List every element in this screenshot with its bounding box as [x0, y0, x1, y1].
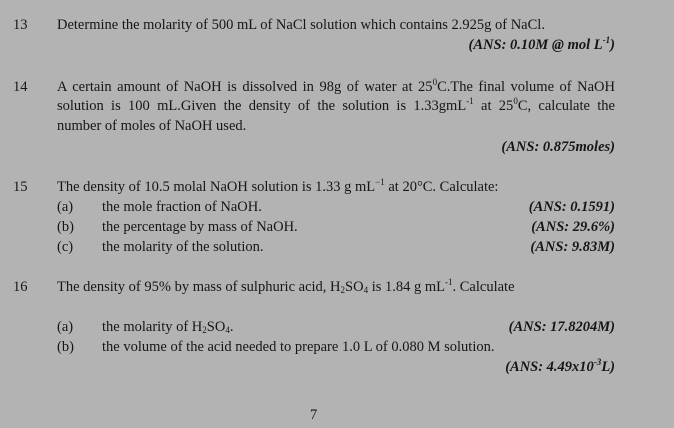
question-number: 14: [13, 79, 28, 95]
question-number: 15: [13, 179, 28, 195]
part-label: (b): [57, 219, 74, 235]
answer: (ANS: 29.6%): [531, 219, 615, 235]
part-text: the mole fraction of NaOH.: [102, 199, 262, 215]
answer: (ANS: 9.83M): [530, 239, 615, 255]
part-label: (b): [57, 339, 74, 355]
answer: (ANS: 0.1591): [528, 199, 615, 215]
part-text: the molarity of the solution.: [102, 239, 264, 255]
question-text: The density of 10.5 molal NaOH solution is 1.33 g $mL^{-1}$ at 20°C. Calculate:: [57, 177, 499, 195]
answer: (ANS: 17.8204M): [508, 319, 615, 335]
question-text: Determine the molarity of 500 mL of NaCl solution which contains 2.925g of NaCl.: [57, 17, 545, 33]
question-text: The density of 95% by mass of sulphuric acid, $H_2SO_4$ is 1.84 g $mL^{-1}$. Calculate: [57, 277, 515, 295]
answer: (ANS: 0.875moles): [501, 139, 615, 155]
part-label: (c): [57, 239, 74, 255]
answer: (ANS: 0.10M @ mol $L^{-1}$): [468, 35, 615, 53]
question-number: 13: [13, 17, 28, 33]
answer: (ANS: $4.49x10^{-3}L$): [505, 357, 615, 375]
part-text: the volume of the acid needed to prepare 1.0 L of 0.080 M solution.: [102, 339, 495, 355]
question-number: 16: [13, 279, 28, 295]
part-label: (a): [57, 319, 74, 335]
part-label: (a): [57, 199, 74, 215]
part-text: the percentage by mass of NaOH.: [102, 219, 298, 235]
question-line: number of moles of NaOH used.: [57, 118, 247, 134]
question-line: A certain amount of NaOH is dissolved in 98g of water at $25^0C.The$ final volume of NaOH: [57, 77, 615, 95]
question-line: solution is 100 mL.Given the density of the solution is 1.33gmL$^{-1}$ at $25^0C$, calculate the: [57, 96, 615, 114]
page-number: 7: [310, 407, 318, 423]
part-text: the molarity of $H_2SO_4$.: [102, 319, 234, 335]
